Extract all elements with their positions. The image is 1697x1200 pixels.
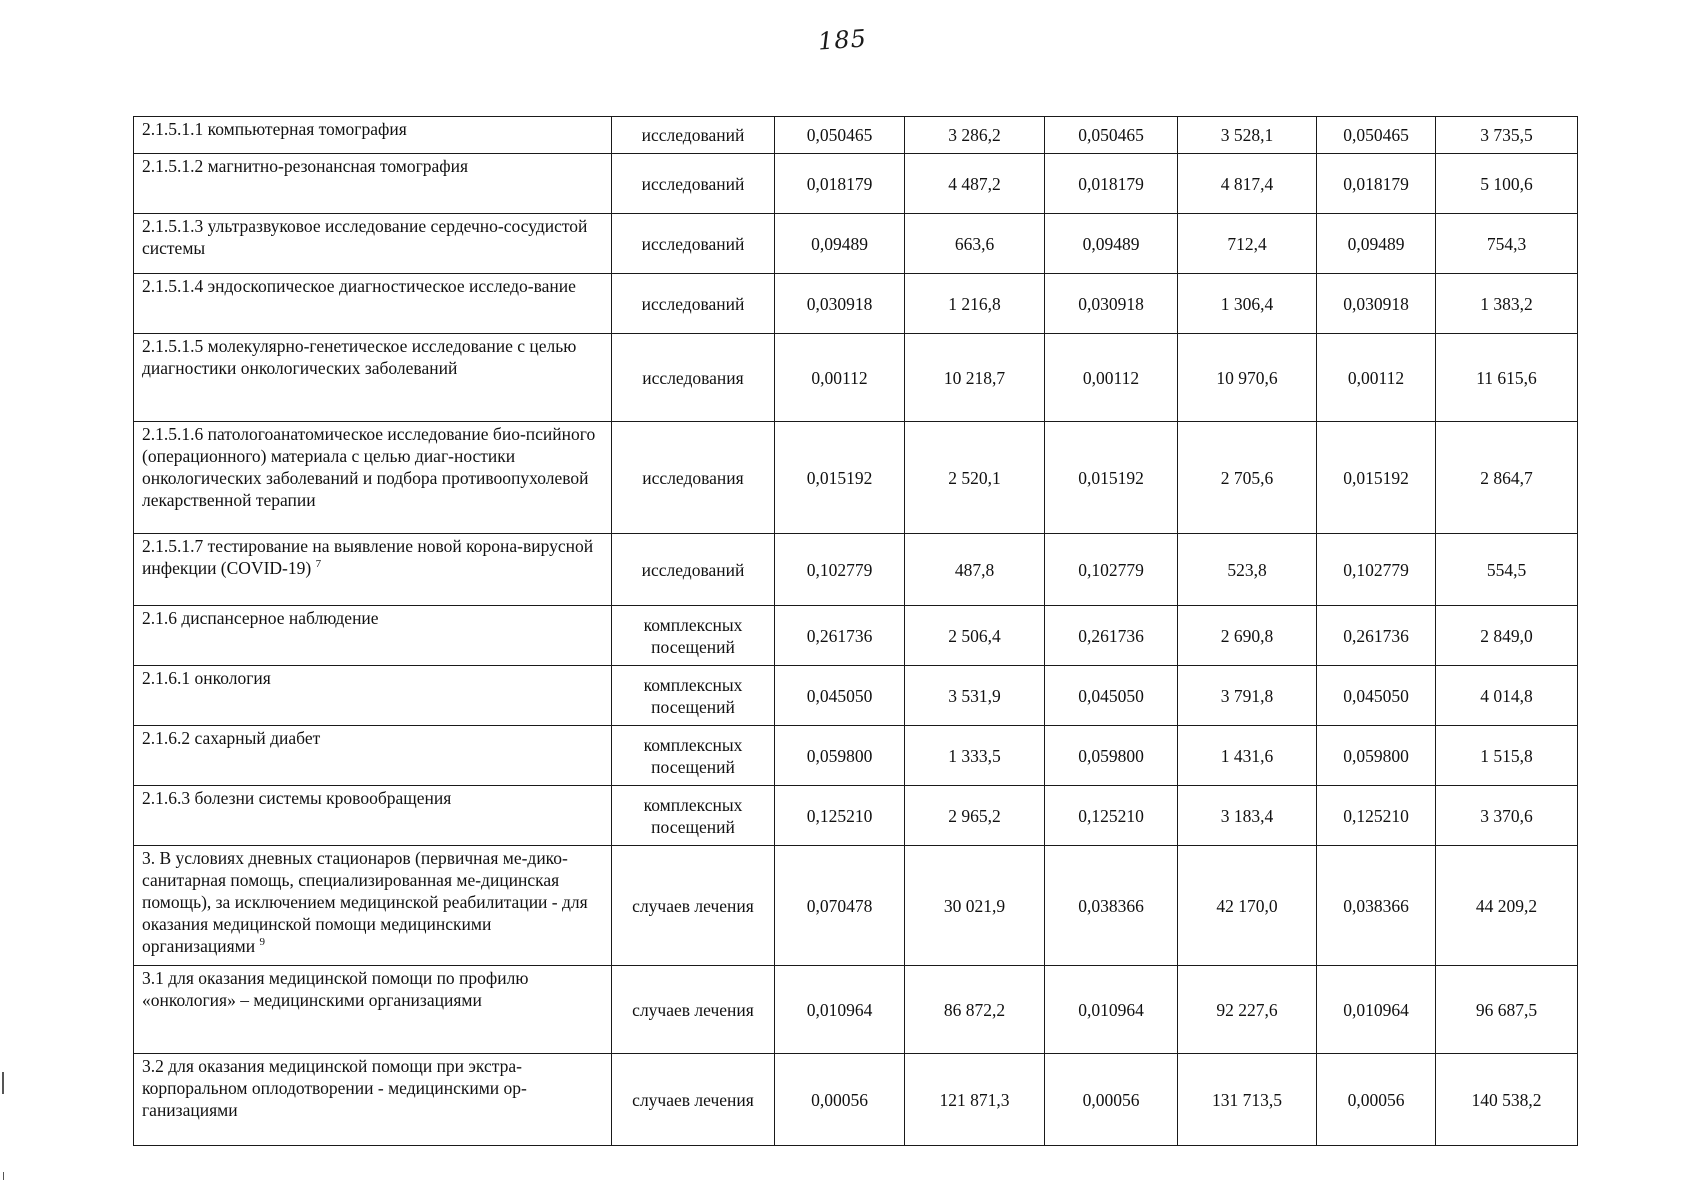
norm-value-cell: 0,045050: [1317, 666, 1436, 726]
row-name-cell: [134, 606, 612, 666]
row-name-cell: [134, 154, 612, 214]
row-name: 2.1.5.1.6 патологоанатомическое исследование био-псийного (операционного) материала с целью диаг-ностики онкологических заболеваний и подбора противоопухолевой лекарственной терапии: [142, 424, 596, 510]
row-name-cell: [134, 846, 612, 966]
norm-value-cell: 0,018179: [1045, 154, 1178, 214]
cost-value-cell: 1 216,8: [905, 274, 1045, 334]
norm-value-cell: 0,09489: [1317, 214, 1436, 274]
row-name: 2.1.5.1.2 магнитно-резонансная томография: [142, 156, 469, 176]
footnote-mark: 7: [315, 558, 322, 571]
unit-cell: комплексных посещений: [612, 726, 775, 786]
table-row: [134, 1054, 1578, 1146]
norm-value-cell: 0,010964: [1317, 966, 1436, 1054]
norm-value-cell: 0,102779: [1317, 534, 1436, 606]
cost-value-cell: 4 487,2: [905, 154, 1045, 214]
unit-cell: исследований: [612, 534, 775, 606]
norm-value-cell: 0,125210: [1045, 786, 1178, 846]
cost-value-cell: 3 370,6: [1436, 786, 1578, 846]
cost-value-cell: 3 286,2: [905, 117, 1045, 154]
row-name-cell: [134, 274, 612, 334]
cost-value-cell: 42 170,0: [1178, 846, 1317, 966]
cost-value-cell: 4 817,4: [1178, 154, 1317, 214]
table-row: [134, 274, 1578, 334]
cost-value-cell: 3 528,1: [1178, 117, 1317, 154]
norm-value-cell: 0,00056: [1317, 1054, 1436, 1146]
norm-value-cell: 0,00112: [775, 334, 905, 422]
row-name: 2.1.5.1.1 компьютерная томография: [142, 119, 407, 139]
cost-value-cell: 1 383,2: [1436, 274, 1578, 334]
norm-value-cell: 0,059800: [1045, 726, 1178, 786]
row-name-cell: [134, 666, 612, 726]
norm-value-cell: 0,102779: [1045, 534, 1178, 606]
cost-value-cell: 3 735,5: [1436, 117, 1578, 154]
cost-value-cell: 3 791,8: [1178, 666, 1317, 726]
unit-cell: исследования: [612, 334, 775, 422]
unit-cell: исследований: [612, 154, 775, 214]
table-row: [134, 117, 1578, 154]
cost-value-cell: 96 687,5: [1436, 966, 1578, 1054]
norm-value-cell: 0,015192: [775, 422, 905, 534]
cost-value-cell: 44 209,2: [1436, 846, 1578, 966]
norm-value-cell: 0,015192: [1045, 422, 1178, 534]
row-name: 2.1.5.1.4 эндоскопическое диагностическое исследо-вание: [142, 276, 576, 296]
row-name-cell: [134, 786, 612, 846]
unit-cell: комплексных посещений: [612, 666, 775, 726]
table-row: [134, 154, 1578, 214]
norm-value-cell: 0,125210: [775, 786, 905, 846]
cost-value-cell: 2 864,7: [1436, 422, 1578, 534]
norm-value-cell: 0,00056: [1045, 1054, 1178, 1146]
cost-value-cell: 487,8: [905, 534, 1045, 606]
norm-value-cell: 0,102779: [775, 534, 905, 606]
norm-value-cell: 0,018179: [775, 154, 905, 214]
norm-value-cell: 0,059800: [1317, 726, 1436, 786]
cost-value-cell: 554,5: [1436, 534, 1578, 606]
unit-cell: случаев лечения: [612, 1054, 775, 1146]
cost-value-cell: 2 690,8: [1178, 606, 1317, 666]
norm-value-cell: 0,09489: [775, 214, 905, 274]
table-body: [134, 117, 1578, 1146]
row-name: 2.1.5.1.7 тестирование на выявление новой корона-вирусной инфекции (COVID-19): [142, 536, 594, 578]
table-row: [134, 966, 1578, 1054]
norm-value-cell: 0,045050: [775, 666, 905, 726]
row-name: 3.2 для оказания медицинской помощи при экстра-корпоральном оплодотворении - медицинскими ор-ганизациями: [142, 1056, 527, 1120]
unit-cell: исследований: [612, 117, 775, 154]
page-number: 185: [817, 24, 868, 56]
cost-value-cell: 3 531,9: [905, 666, 1045, 726]
norm-value-cell: 0,00112: [1045, 334, 1178, 422]
cost-value-cell: 2 965,2: [905, 786, 1045, 846]
unit-cell: исследований: [612, 274, 775, 334]
row-name: 2.1.6 диспансерное наблюдение: [142, 608, 379, 628]
row-name-cell: [134, 422, 612, 534]
row-name: 2.1.6.1 онкология: [142, 668, 271, 688]
table-row: [134, 422, 1578, 534]
cost-value-cell: 92 227,6: [1178, 966, 1317, 1054]
unit-cell: исследования: [612, 422, 775, 534]
cost-value-cell: 1 306,4: [1178, 274, 1317, 334]
norm-value-cell: 0,010964: [1045, 966, 1178, 1054]
norm-value-cell: 0,045050: [1045, 666, 1178, 726]
norm-value-cell: 0,070478: [775, 846, 905, 966]
norm-value-cell: 0,030918: [1317, 274, 1436, 334]
row-name: 3. В условиях дневных стационаров (первичная ме-дико-санитарная помощь, специализированная ме-дицинская помощь), за исключением медицинской реабилитации - для оказания медицинской помощи медицинскими организациями: [142, 848, 588, 956]
row-name-cell: [134, 966, 612, 1054]
cost-value-cell: 131 713,5: [1178, 1054, 1317, 1146]
norm-value-cell: 0,050465: [1045, 117, 1178, 154]
unit-cell: комплексных посещений: [612, 606, 775, 666]
row-name-cell: [134, 214, 612, 274]
cost-value-cell: 140 538,2: [1436, 1054, 1578, 1146]
cost-value-cell: 712,4: [1178, 214, 1317, 274]
norm-value-cell: 0,050465: [775, 117, 905, 154]
cost-value-cell: 523,8: [1178, 534, 1317, 606]
norm-value-cell: 0,125210: [1317, 786, 1436, 846]
norm-value-cell: 0,09489: [1045, 214, 1178, 274]
cost-value-cell: 663,6: [905, 214, 1045, 274]
cost-value-cell: 1 515,8: [1436, 726, 1578, 786]
norm-value-cell: 0,018179: [1317, 154, 1436, 214]
table-row: [134, 334, 1578, 422]
cost-value-cell: 5 100,6: [1436, 154, 1578, 214]
table-row: [134, 846, 1578, 966]
cost-value-cell: 86 872,2: [905, 966, 1045, 1054]
table-row: [134, 786, 1578, 846]
norm-value-cell: 0,261736: [1045, 606, 1178, 666]
unit-cell: исследований: [612, 214, 775, 274]
norm-value-cell: 0,00056: [775, 1054, 905, 1146]
row-name: 2.1.6.3 болезни системы кровообращения: [142, 788, 452, 808]
unit-cell: случаев лечения: [612, 966, 775, 1054]
cost-value-cell: 2 506,4: [905, 606, 1045, 666]
row-name-cell: [134, 117, 612, 154]
norm-value-cell: 0,015192: [1317, 422, 1436, 534]
unit-cell: случаев лечения: [612, 846, 775, 966]
cost-value-cell: 1 431,6: [1178, 726, 1317, 786]
data-table: [133, 116, 1578, 1146]
scan-edge-mark: [2, 1072, 4, 1094]
row-name: 2.1.6.2 сахарный диабет: [142, 728, 321, 748]
norm-value-cell: 0,030918: [775, 274, 905, 334]
row-name-cell: [134, 534, 612, 606]
footnote-mark: 9: [259, 936, 265, 949]
norm-value-cell: 0,261736: [1317, 606, 1436, 666]
norm-value-cell: 0,050465: [1317, 117, 1436, 154]
norm-value-cell: 0,038366: [1045, 846, 1178, 966]
unit-cell: комплексных посещений: [612, 786, 775, 846]
row-name: 3.1 для оказания медицинской помощи по профилю «онкология» – медицинскими организациями: [142, 968, 529, 1010]
cost-value-cell: 10 218,7: [905, 334, 1045, 422]
cost-value-cell: 1 333,5: [905, 726, 1045, 786]
cost-value-cell: 2 705,6: [1178, 422, 1317, 534]
table-row: [134, 666, 1578, 726]
cost-value-cell: 754,3: [1436, 214, 1578, 274]
norm-value-cell: 0,00112: [1317, 334, 1436, 422]
cost-value-cell: 10 970,6: [1178, 334, 1317, 422]
norm-value-cell: 0,030918: [1045, 274, 1178, 334]
table-row: [134, 606, 1578, 666]
row-name: 2.1.5.1.3 ультразвуковое исследование сердечно-сосудистой системы: [142, 216, 588, 258]
cost-value-cell: 30 021,9: [905, 846, 1045, 966]
row-name-cell: [134, 334, 612, 422]
norm-value-cell: 0,010964: [775, 966, 905, 1054]
cost-value-cell: 3 183,4: [1178, 786, 1317, 846]
table-row: [134, 726, 1578, 786]
row-name: 2.1.5.1.5 молекулярно-генетическое исследование с целью диагностики онкологических заболеваний: [142, 336, 577, 378]
cost-value-cell: 4 014,8: [1436, 666, 1578, 726]
norm-value-cell: 0,261736: [775, 606, 905, 666]
cost-value-cell: 2 849,0: [1436, 606, 1578, 666]
cost-value-cell: 11 615,6: [1436, 334, 1578, 422]
scan-edge-mark: [3, 1172, 4, 1180]
norm-value-cell: 0,059800: [775, 726, 905, 786]
cost-value-cell: 2 520,1: [905, 422, 1045, 534]
row-name-cell: [134, 726, 612, 786]
table-row: [134, 534, 1578, 606]
norm-value-cell: 0,038366: [1317, 846, 1436, 966]
row-name-cell: [134, 1054, 612, 1146]
cost-value-cell: 121 871,3: [905, 1054, 1045, 1146]
table-row: [134, 214, 1578, 274]
